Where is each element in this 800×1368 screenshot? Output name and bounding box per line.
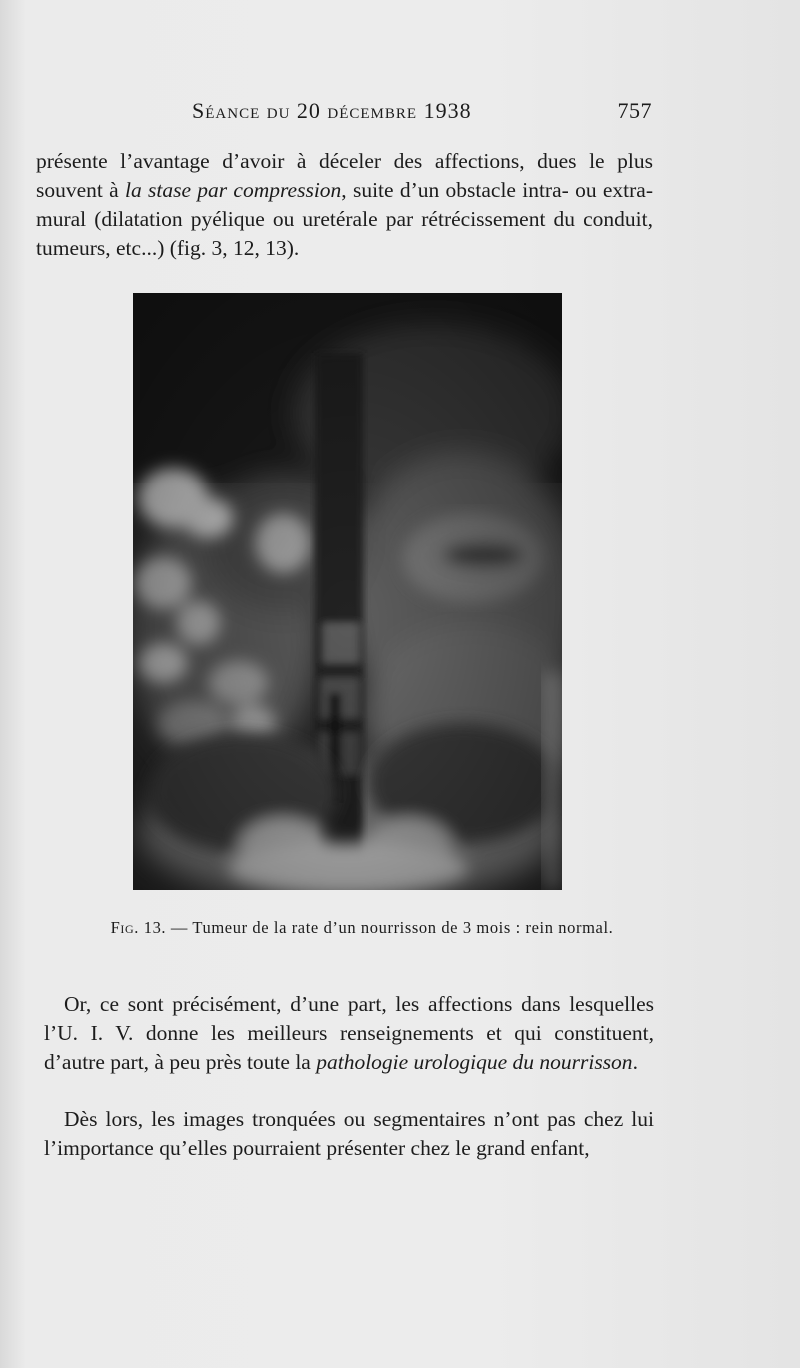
page-number: 757 bbox=[617, 98, 652, 123]
paragraph-2-text-b: . bbox=[632, 1050, 638, 1074]
paragraph-1-italic: la stase par compression bbox=[124, 178, 342, 202]
xray-figure bbox=[133, 293, 562, 890]
xray-image bbox=[133, 293, 562, 890]
paragraph-2-italic: pathologie urologique du nourrisson bbox=[316, 1050, 633, 1074]
paragraph-3: Dès lors, les images tronquées ou segmentaires n’ont pas chez lui l’importance qu’elles pourraient présenter chez le grand enfant, bbox=[44, 1107, 654, 1160]
figure-caption bbox=[82, 918, 642, 938]
figure-caption-dash: — bbox=[166, 918, 193, 937]
paragraph-1-text-a: présente l’avantage d’avoir à déceler des affections, dues le plus souvent à bbox=[36, 149, 653, 202]
figure-caption-text: Tumeur de la rate d’un nourrisson de 3 mois : rein normal. bbox=[192, 918, 614, 937]
paragraph-2-text-a: Or, ce sont précisément, d’une part, les affections dans lesquelles l’U. I. V. donne les meilleurs renseignements et qui constituent, d’autre part, à peu près toute la bbox=[44, 992, 654, 1074]
running-head: Séance du 20 décembre 1938 bbox=[192, 98, 472, 123]
figure-label: Fig. 13. bbox=[110, 918, 167, 937]
paragraph-1 bbox=[36, 147, 653, 263]
page-header bbox=[192, 98, 652, 128]
paragraph-2 bbox=[44, 990, 654, 1077]
paragraph-1-text-b: , suite d’un obstacle intra- ou extra-mural (dilatation pyélique ou uretérale par rétrécissement du conduit, tumeurs, etc...) (fig. 3, 12, 13). bbox=[36, 178, 653, 260]
